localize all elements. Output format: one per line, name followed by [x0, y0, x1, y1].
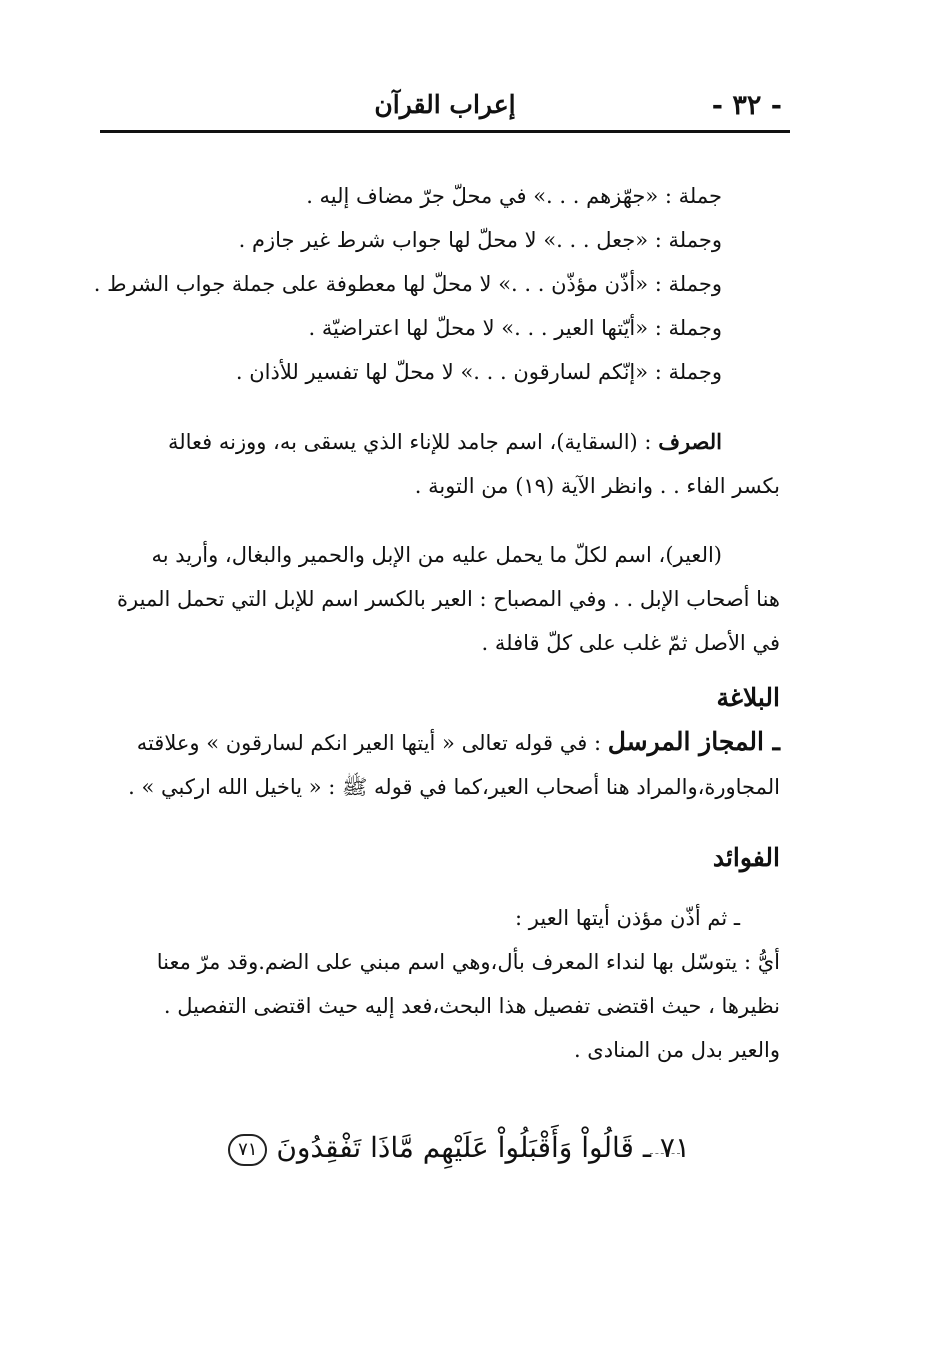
fawaid-line: والعير بدل من المنادى . [573, 1038, 780, 1062]
header-rule [100, 130, 790, 133]
sarf-section [100, 420, 780, 508]
fawaid-line: نظيرها ، حيث اقتضى تفصيل هذا البحث،فعد إليه حيث اقتضى التفصيل . [163, 994, 780, 1018]
jumla-line: وجملة : «أذّن مؤذّن . . .» لا محلّ لها معطوفة على جملة جواب الشرط . [93, 272, 722, 296]
fawaid-heading: الفوائد [712, 843, 780, 872]
balagha-text-1: : في قوله تعالى « أيتها العير انكم لسارقون » وعلاقته [136, 731, 602, 755]
sarf-line-1 [100, 420, 780, 464]
book-title: إعراب القرآن [374, 90, 516, 119]
eer-line: هنا أصحاب الإبل . . وفي المصباح : العير بالكسر اسم للإبل التي تحمل الميرة [117, 587, 780, 611]
fawaid-line: ـ ثم أذّن مؤذن أيتها العير : [515, 906, 740, 930]
quran-verse [238, 1118, 690, 1178]
balagha-line-1 [100, 720, 780, 765]
sarf-text-1: : (السقاية)، اسم جامد للإناء الذي يسقى به، ووزنه فعالة [167, 430, 652, 454]
page-header [100, 88, 790, 128]
jumal-section [93, 174, 780, 394]
balagha-heading: البلاغة [716, 683, 780, 712]
jumla-line: وجملة : «أيّتها العير . . .» لا محلّ لها اعتراضيّة . [308, 316, 722, 340]
verse-end-mark: ٧١ [228, 1134, 267, 1166]
page-number: - ٣٢ - [711, 90, 782, 121]
verse-text: قَالُواْ وَأَقْبَلُواْ عَلَيْهِم مَّاذَا تَفْقِدُونَ [276, 1131, 634, 1164]
sarf-label: الصرف [658, 429, 722, 454]
balagha-term: ـ المجاز المرسل [607, 727, 780, 756]
jumla-line: وجملة : «إنّكم لسارقون . . .» لا محلّ لها تفسير للأذان . [235, 360, 722, 384]
balagha-section [100, 676, 780, 809]
balagha-line-2: المجاورة،والمراد هنا أصحاب العير،كما في قوله ﷺ : « ياخيل الله اركبي » . [128, 775, 780, 799]
sarf-line-2: بكسر الفاء . . وانظر الآية (١٩) من التوبة . [414, 474, 780, 498]
eer-line: (العير)، اسم لكلّ ما يحمل عليه من الإبل والحمير والبغال، وأريد به [151, 543, 722, 567]
eer-section [100, 533, 780, 665]
fawaid-line: أيُّ : يتوسّل بها لنداء المعرف بأل،وهي اسم مبني على الضم.وقد مرّ معنا [156, 950, 780, 974]
jumla-line: جملة : «جهّزهم . . .» في محلّ جرّ مضاف إليه . [306, 184, 722, 208]
eer-line: في الأصل ثمّ غلب على كلّ قافلة . [481, 631, 780, 655]
verse-number: ٧١ ـ [642, 1131, 690, 1164]
jumla-line: وجملة : «جعل . . .» لا محلّ لها جواب شرط غير جازم . [238, 228, 722, 252]
fawaid-section [100, 836, 780, 1072]
